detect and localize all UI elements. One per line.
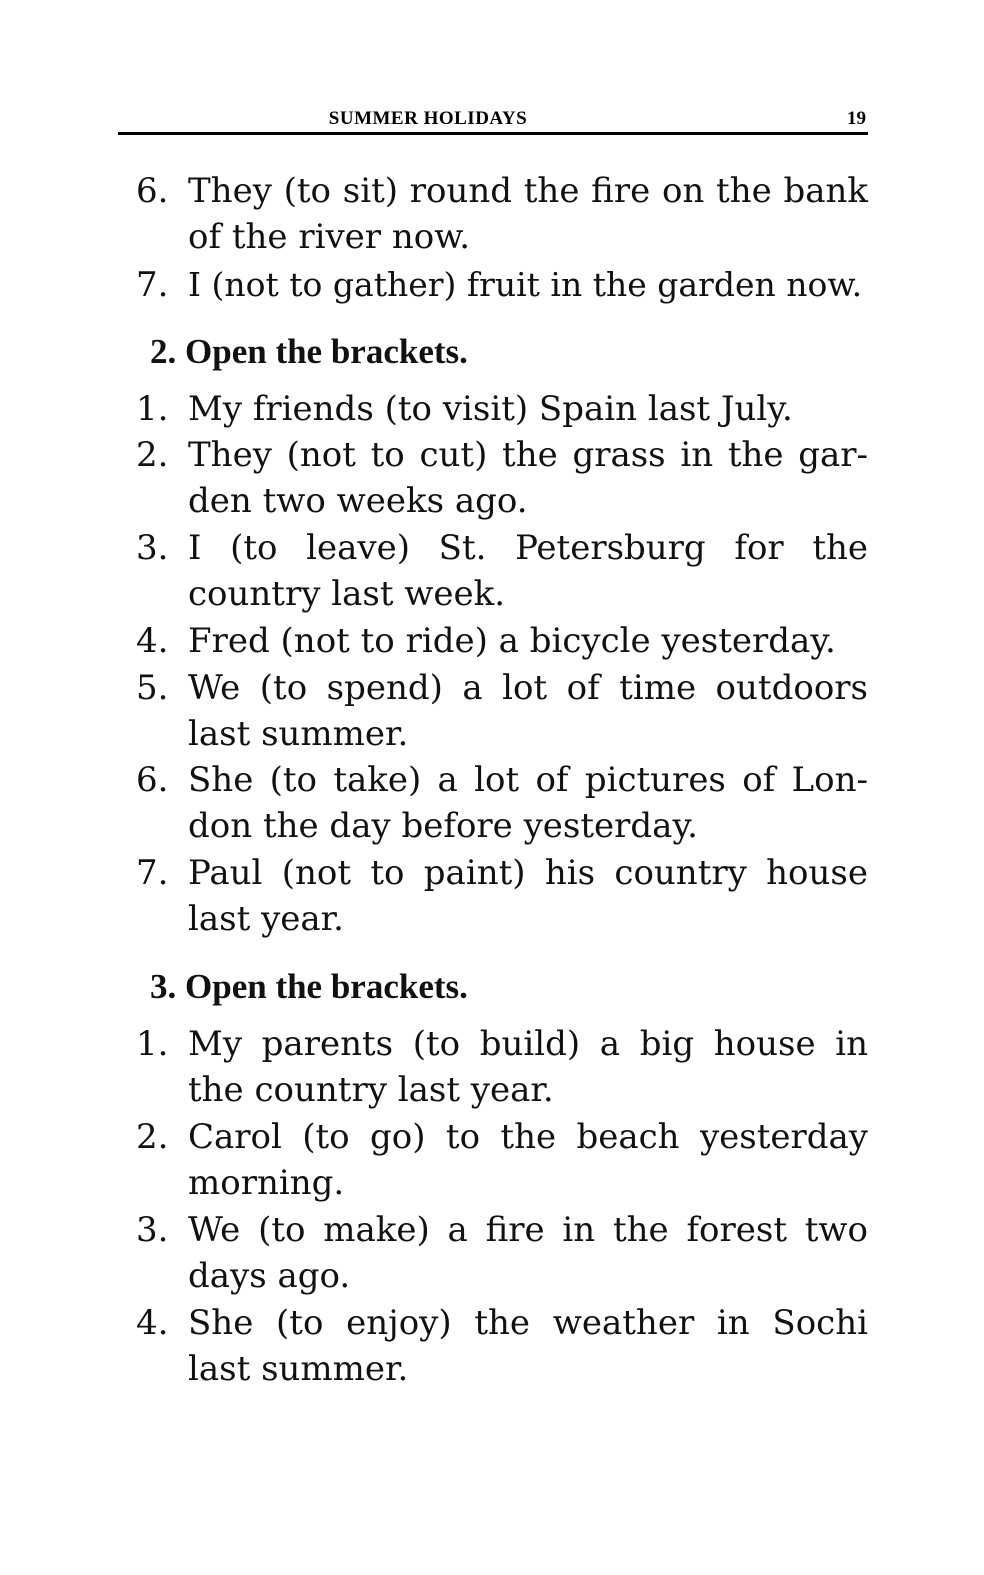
item-line: don the day before yesterday. [188, 806, 698, 846]
item-line: They (to sit) round the fire on the bank [188, 171, 868, 211]
list-item [136, 757, 868, 849]
list-item [136, 386, 868, 432]
item-line: morning. [188, 1163, 345, 1203]
item-line: Paul (not to paint) his country house [188, 853, 868, 893]
list-item [136, 168, 868, 260]
item-line: last year. [188, 899, 344, 939]
list-item [136, 1114, 868, 1206]
list-item [136, 618, 868, 664]
page-number: 19 [847, 108, 866, 129]
list-item [136, 525, 868, 617]
item-line: My parents (to build) a big house in [188, 1024, 868, 1064]
item-number: 6. [136, 760, 169, 800]
item-number: 3. [136, 1210, 169, 1250]
list-item [136, 850, 868, 942]
item-line: I (to leave) St. Petersburg for the [188, 528, 868, 568]
item-number: 2. [136, 1117, 169, 1157]
item-line: They (not to cut) the grass in the gar- [188, 435, 868, 475]
list-item [136, 1021, 868, 1113]
item-line: den two weeks ago. [188, 481, 528, 521]
item-line: the country last year. [188, 1070, 554, 1110]
list-item [136, 432, 868, 524]
list-item [136, 665, 868, 757]
item-line: She (to take) a lot of pictures of Lon- [188, 760, 868, 800]
item-line: country last week. [188, 574, 506, 614]
list-item [136, 262, 868, 308]
list-item [136, 1300, 868, 1392]
item-line: last summer. [188, 1349, 409, 1389]
item-number: 4. [136, 621, 169, 661]
running-title: SUMMER HOLIDAYS [328, 108, 528, 129]
exercise-heading: 2. Open the brackets. [150, 332, 468, 371]
item-number: 1. [136, 389, 169, 429]
item-number: 3. [136, 528, 169, 568]
item-number: 4. [136, 1303, 169, 1343]
item-line: I (not to gather) fruit in the garden now. [188, 265, 863, 304]
item-number: 7. [136, 853, 169, 893]
running-header [118, 104, 868, 134]
item-number: 7. [136, 265, 169, 305]
item-line: We (to spend) a lot of time outdoors [188, 668, 868, 708]
item-line: last summer. [188, 714, 409, 754]
header-rule [118, 132, 868, 135]
item-line: My friends (to visit) Spain last July. [188, 389, 793, 429]
item-number: 5. [136, 668, 169, 708]
item-number: 6. [136, 171, 169, 211]
item-number: 1. [136, 1024, 169, 1064]
item-line: of the river now. [188, 217, 471, 257]
list-item [136, 1207, 868, 1299]
item-number: 2. [136, 435, 169, 475]
item-line: Carol (to go) to the beach yesterday [188, 1117, 868, 1157]
exercise-heading: 3. Open the brackets. [150, 967, 468, 1006]
item-line: We (to make) a fire in the forest two [188, 1210, 868, 1250]
item-line: She (to enjoy) the weather in Sochi [188, 1303, 868, 1343]
item-line: days ago. [188, 1256, 351, 1296]
item-line: Fred (not to ride) a bicycle yesterday. [188, 621, 836, 661]
